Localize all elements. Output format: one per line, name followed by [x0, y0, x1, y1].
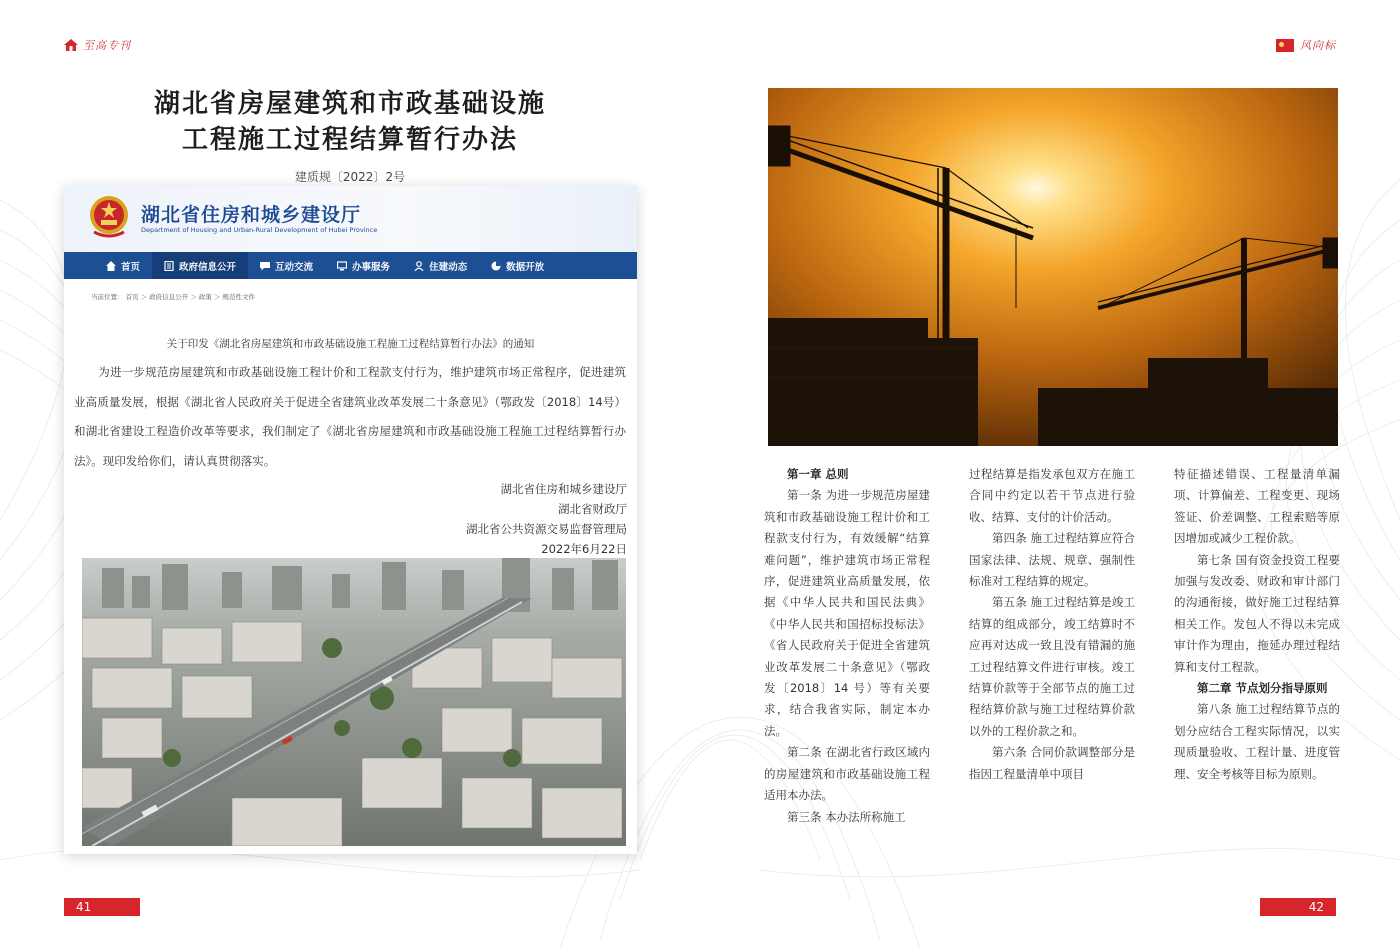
monitor-icon: [337, 261, 347, 271]
article-columns: [764, 464, 1338, 864]
notice-body-text: 为进一步规范房屋建筑和市政基础设施工程计价和工程款支付行为，维护建筑市场正常程序，促进建筑业高质量发展，根据《湖北省人民政府关于促进全省建筑业改革发展二十条意见》（鄂政发〔2018〕14号）和湖北省建设工程造价改革等要求，我们制定了《湖北省房屋建筑和市政基础设施工程施工过程结算暂行办法》。现印发给你们，请认真贯彻落实。: [74, 365, 626, 468]
national-emblem-icon: [88, 194, 130, 240]
website-screenshot-card: [64, 186, 637, 854]
pie-chart-icon: [491, 261, 501, 271]
right-page: [700, 0, 1400, 949]
nav-item-interaction[interactable]: [248, 252, 325, 279]
signature-line: 湖北省财政厅: [558, 502, 627, 516]
city-aerial-photo: [82, 558, 626, 846]
nav-item-label: 互动交流: [275, 261, 314, 273]
article-title: [0, 86, 700, 158]
nav-item-label: 办事服务: [352, 261, 391, 273]
nav-item-label: 政府信息公开: [179, 261, 237, 273]
nav-item-label: 首页: [121, 261, 141, 273]
signature-line: 湖北省住房和城乡建设厅: [500, 482, 627, 496]
article-paragraph: 第四条 施工过程结算应符合国家法律、法规、规章、强制性标准对工程结算的规定。: [969, 531, 1135, 589]
nav-item-label: 数据开放: [506, 261, 545, 273]
article-paragraph-continued: 过程结算是指发承包双方在施工合同中约定以若干节点进行验收、结算、支付的计价活动。: [969, 467, 1135, 524]
article-paragraph: 第六条 合同价款调整部分是指因工程量清单中项目: [969, 745, 1135, 781]
site-navbar: [64, 252, 637, 279]
nav-item-services[interactable]: [325, 252, 402, 279]
article-column-2: [969, 464, 1135, 785]
article-title-line1: 湖北省房屋建筑和市政基础设施: [153, 89, 546, 119]
article-column-3: [1174, 464, 1340, 785]
construction-crane-photo: [768, 88, 1338, 446]
site-name: 湖北省住房和城乡建设厅: [141, 204, 362, 226]
website-header: [64, 186, 637, 252]
nav-item-label: 住建动态: [429, 261, 468, 273]
signature-line: 湖北省公共资源交易监督管理局: [466, 522, 627, 536]
document-icon: [164, 261, 174, 271]
signature-block: [466, 479, 627, 559]
nav-item-gov-info[interactable]: [152, 252, 248, 279]
document-number: 建质规〔2022〕2号: [294, 170, 406, 184]
article-title-line2: 工程施工过程结算暂行办法: [181, 125, 518, 155]
site-name-en: Department of Housing and Urban-Rural Development of Hubei Province: [141, 226, 378, 234]
notice-body: [74, 358, 626, 476]
breadcrumb: 当前位置： 首页 ＞ 政府信息公开 ＞ 政策 ＞ 规范性文件: [91, 293, 255, 301]
page-number-left: 41: [64, 898, 140, 916]
chapter-heading: 第一章 总则: [787, 467, 849, 481]
nav-item-home[interactable]: [94, 252, 152, 279]
article-paragraph: 第五条 施工过程结算是竣工结算的组成部分，竣工结算时不应再对达成一致且没有错漏的施工过程结算文件进行审核。竣工结算价款等于全部节点的施工过程结算价款与施工过程结算价款以外的工程价款之和。: [969, 595, 1135, 738]
article-paragraph: 第三条 本办法所称施工: [787, 809, 906, 824]
article-column-1: [764, 464, 930, 828]
left-running-title: 至高专刊: [83, 39, 131, 52]
nav-item-open-data[interactable]: [479, 252, 556, 279]
page-number-right: 42: [1260, 898, 1336, 916]
article-paragraph: 第一条 为进一步规范房屋建筑和市政基础设施工程计价和工程款支付行为，有效缓解“结算难问题”，维护建筑市场正常程序，促进建筑业高质量发展，依据《中华人民共和国民法典》《中华人民共和国招标投标法》《省人民政府关于促进全省建筑业改革发展二十条意见》（鄂政发〔2018〕14 号）等有关要求，结合我省实际，制定本办法。: [764, 488, 930, 738]
chapter-heading: 第二章 节点划分指导原则: [1197, 681, 1328, 696]
left-running-header: [64, 37, 131, 53]
house-logo-icon: [64, 39, 78, 51]
nav-item-news[interactable]: [402, 252, 479, 279]
signature-date: 2022年6月22日: [541, 542, 627, 556]
flag-logo-icon: [1276, 39, 1294, 52]
article-paragraph-continued: 特征描述错误、工程量清单漏项、计算偏差、工程变更、现场签证、价差调整、工程索赔等原因增加或减少工程价款。: [1174, 467, 1340, 546]
user-icon: [414, 261, 424, 271]
article-paragraph: 第八条 施工过程结算节点的划分应结合工程实际情况，以实现质量验收、工程计量、进度管理、安全考核等目标为原则。: [1174, 702, 1340, 781]
chat-bubble-icon: [260, 261, 270, 271]
article-paragraph: 第二条 在湖北省行政区域内的房屋建筑和市政基础设施工程适用本办法。: [764, 745, 930, 803]
right-running-header: [1276, 37, 1336, 53]
home-icon: [106, 261, 116, 271]
notice-title: 关于印发《湖北省房屋建筑和市政基础设施工程施工过程结算暂行办法》的通知: [166, 338, 535, 350]
article-paragraph: 第七条 国有资金投资工程要加强与发改委、财政和审计部门的沟通衔接，做好施工过程结算相关工作。发包人不得以未完成审计作为理由，拖延办理过程结算和支付工程款。: [1174, 552, 1340, 674]
right-running-title: 风向标: [1300, 39, 1336, 52]
